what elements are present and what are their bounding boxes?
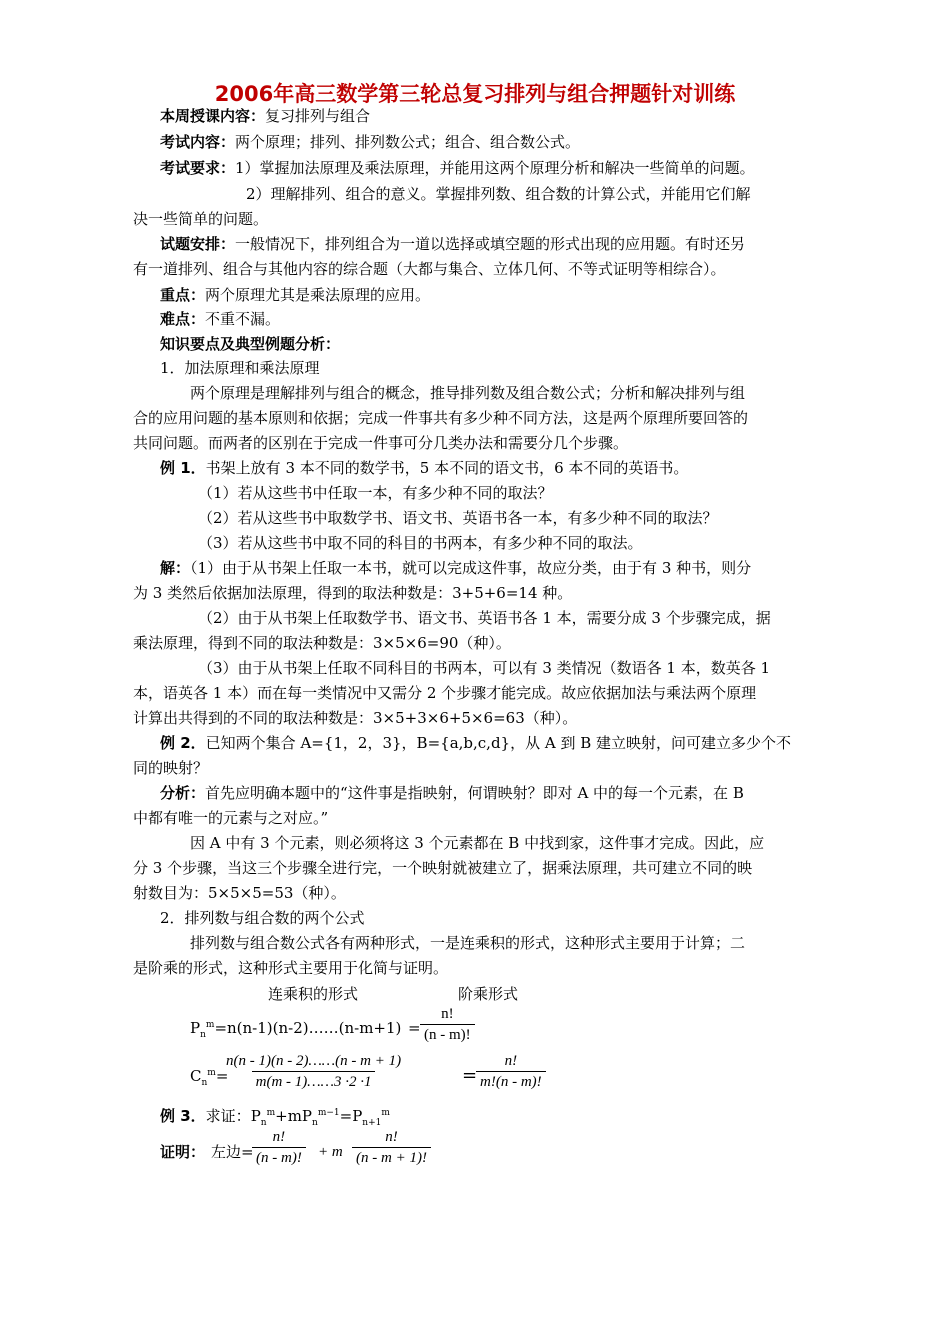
permutation-formula xyxy=(190,1018,401,1038)
proof-label: 证明： xyxy=(160,1143,206,1161)
section2-para-2: 是阶乘的形式，这种形式主要用于化简与证明。 xyxy=(133,959,449,977)
req-2a: 2）理解排列、组合的意义。掌握排列数、组合数的计算公式，并能用它们解 xyxy=(246,185,751,203)
section1-para-1: 两个原理是理解排列与组合的概念，推导排列数及组合数公式；分析和解决排列与组 xyxy=(190,384,746,402)
solution2-b: 乘法原理，得到不同的取法种数是：3×5×6=90（种）。 xyxy=(133,634,511,652)
analysis-label: 分析： xyxy=(160,784,206,802)
arrangement-line xyxy=(160,234,745,254)
fraction-denominator: (n - m)! xyxy=(252,1147,306,1168)
req-1: 1）掌握加法原理及乘法原理，并能用这两个原理分析和解决一些简单的问题。 xyxy=(235,159,755,177)
arrangement-text-b: 有一道排列、组合与其他内容的综合题（大都与集合、立体几何、不等式证明等相综合）。 xyxy=(133,260,726,278)
combination-sub: n xyxy=(201,1078,208,1088)
fraction-numerator: n(n - 1)(n - 2)……(n - m + 1) xyxy=(226,1053,402,1069)
arrangement-text-a: 一般情况下，排列组合为一道以选择或填空题的形式出现的应用题。有时还另 xyxy=(235,235,746,253)
solution1-a: （1）由于从书架上任取一本书，就可以完成这件事，故应分类，由于有 3 种书，则分 xyxy=(190,559,752,577)
analysis-b: 中都有唯一的元素与之对应。” xyxy=(133,809,329,827)
section1-para-3: 共同问题。而两者的区别在于完成一件事可分几类办法和需要分几个步骤。 xyxy=(133,434,629,452)
req-label: 考试要求： xyxy=(160,159,236,177)
proof-plus-m: + m xyxy=(318,1144,343,1160)
combination-product-fraction xyxy=(222,1052,405,1092)
solution3-a: （3）由于从书架上任取不同科目的书两本，可以有 3 类情况（数语各 1 本，数英各 1 xyxy=(198,659,771,677)
example2-label: 例 2． xyxy=(160,734,206,752)
difficulty-label: 难点： xyxy=(160,310,206,328)
analysis-a: 首先应明确本题中的“这件事是指映射，何谓映射？即对 A 中的每一个元素，在 B xyxy=(205,784,744,802)
combination-equals-2: = xyxy=(462,1065,478,1086)
formula-column-product: 连乘积的形式 xyxy=(268,985,359,1003)
example2-para-a: 因 A 中有 3 个元素，则必须将这 3 个元素都在 B 中找到家，这件事才完成。因此，应 xyxy=(190,834,765,852)
formula-column-factorial: 阶乘形式 xyxy=(458,985,519,1003)
difficulty-line xyxy=(160,309,280,329)
key-label: 重点： xyxy=(160,286,206,304)
example2-text-a: 已知两个集合 A={1，2，3}，B={a,b,c,d}，从 A 到 B 建立映射，问可建立多少个不 xyxy=(205,734,792,752)
example1-label: 例 1． xyxy=(160,459,206,477)
fraction-numerator: n! xyxy=(504,1053,518,1069)
week-text: 复习排列与组合 xyxy=(265,107,371,125)
combination-equals: = xyxy=(215,1067,229,1085)
solution2-a: （2）由于从书架上任取数学书、语文书、英语书各 1 本，需要分成 3 个步骤完成，据 xyxy=(198,609,771,627)
fraction-denominator: m!(n - m)! xyxy=(476,1071,546,1092)
req-2b: 决一些简单的问题。 xyxy=(133,210,269,228)
example2-line xyxy=(160,733,791,753)
content-text: 两个原理；排列、排列数公式；组合、组合数公式。 xyxy=(235,133,581,151)
permutation-sup: m xyxy=(205,1020,215,1030)
example1-text: 书架上放有 3 本不同的数学书，5 本不同的语文书，6 本不同的英语书。 xyxy=(205,459,689,477)
fraction-numerator: n! xyxy=(441,1006,454,1022)
content-label: 考试内容： xyxy=(160,133,236,151)
permutation-equals: = xyxy=(408,1019,421,1037)
week-content-line xyxy=(160,106,370,126)
permutation-symbol: P xyxy=(190,1019,201,1037)
permutation-factorial-fraction xyxy=(420,1005,475,1045)
example3-claim: $P_n^m+mP_n^{m-1}=P_{n+1}^m$ xyxy=(250,1107,390,1128)
example2-para-c: 射数目为：5×5×5=53（种）。 xyxy=(133,884,346,902)
example2-text-b: 同的映射？ xyxy=(133,759,209,777)
proof-fraction-1 xyxy=(252,1128,306,1168)
permutation-product: =n(n-1)(n-2)……(n-m+1) xyxy=(214,1019,402,1037)
page-title: 2006年高三数学第三轮总复习排列与组合押题针对训练 xyxy=(214,82,736,106)
week-label: 本周授课内容： xyxy=(160,107,266,125)
proof-fraction-2 xyxy=(352,1128,431,1168)
exam-content-line xyxy=(160,132,580,152)
section1-heading: 1．加法原理和乘法原理 xyxy=(160,359,320,377)
example3-prompt: 求证： xyxy=(205,1107,251,1125)
key-text: 两个原理尤其是乘法原理的应用。 xyxy=(205,286,431,304)
fraction-denominator: m(m - 1)……3 ·2 ·1 xyxy=(252,1071,376,1092)
solution3-c: 计算出共得到的不同的取法种数是：3×5+3×6+5×6=63（种）。 xyxy=(133,709,578,727)
combination-factorial-fraction xyxy=(476,1052,546,1092)
analysis-heading: 知识要点及典型例题分析： xyxy=(160,335,341,353)
exam-requirements-line xyxy=(160,158,755,178)
section2-heading: 2．排列数与组合数的两个公式 xyxy=(160,909,365,927)
example1-q1: （1）若从这些书中任取一本，有多少种不同的取法？ xyxy=(198,484,553,502)
fraction-numerator: n! xyxy=(385,1129,398,1145)
solution1-b: 为 3 类然后依据加法原理，得到的取法种数是：3+5+6=14 种。 xyxy=(133,584,573,602)
arrangement-label: 试题安排： xyxy=(160,235,236,253)
solution-label: 解： xyxy=(160,559,191,577)
fraction-denominator: (n - m)! xyxy=(420,1024,475,1045)
analysis-line xyxy=(160,783,744,803)
permutation-sub: n xyxy=(200,1030,206,1040)
combination-symbol: C xyxy=(190,1067,202,1085)
section2-para-1: 排列数与组合数公式各有两种形式，一是连乘积的形式，这种形式主要用于计算；二 xyxy=(190,934,746,952)
example3-label: 例 3． xyxy=(160,1107,206,1125)
example2-para-b: 分 3 个步骤，当这三个步骤全进行完，一个映射就被建立了，据乘法原理，共可建立不同的映 xyxy=(133,859,753,877)
example1-line xyxy=(160,458,688,478)
solution1-line xyxy=(160,558,751,578)
fraction-denominator: (n - m + 1)! xyxy=(352,1147,431,1168)
example3-line xyxy=(160,1106,390,1126)
solution3-b: 本，语英各 1 本）而在每一类情况中又需分 2 个步骤才能完成。故应依据加法与乘法两个原理 xyxy=(133,684,757,702)
example1-q2: （2）若从这些书中取数学书、语文书、英语书各一本，有多少种不同的取法？ xyxy=(198,509,718,527)
key-point-line xyxy=(160,285,430,305)
proof-left-side: 左边= xyxy=(211,1143,254,1161)
fraction-numerator: n! xyxy=(272,1129,286,1145)
proof-line xyxy=(160,1142,254,1162)
difficulty-text: 不重不漏。 xyxy=(205,310,281,328)
combination-sup: m xyxy=(207,1068,216,1078)
section1-para-2: 合的应用问题的基本原则和依据；完成一件事共有多少种不同方法，这是两个原理所要回答的 xyxy=(133,409,749,427)
example1-q3: （3）若从这些书中取不同的科目的书两本，有多少种不同的取法。 xyxy=(198,534,643,552)
